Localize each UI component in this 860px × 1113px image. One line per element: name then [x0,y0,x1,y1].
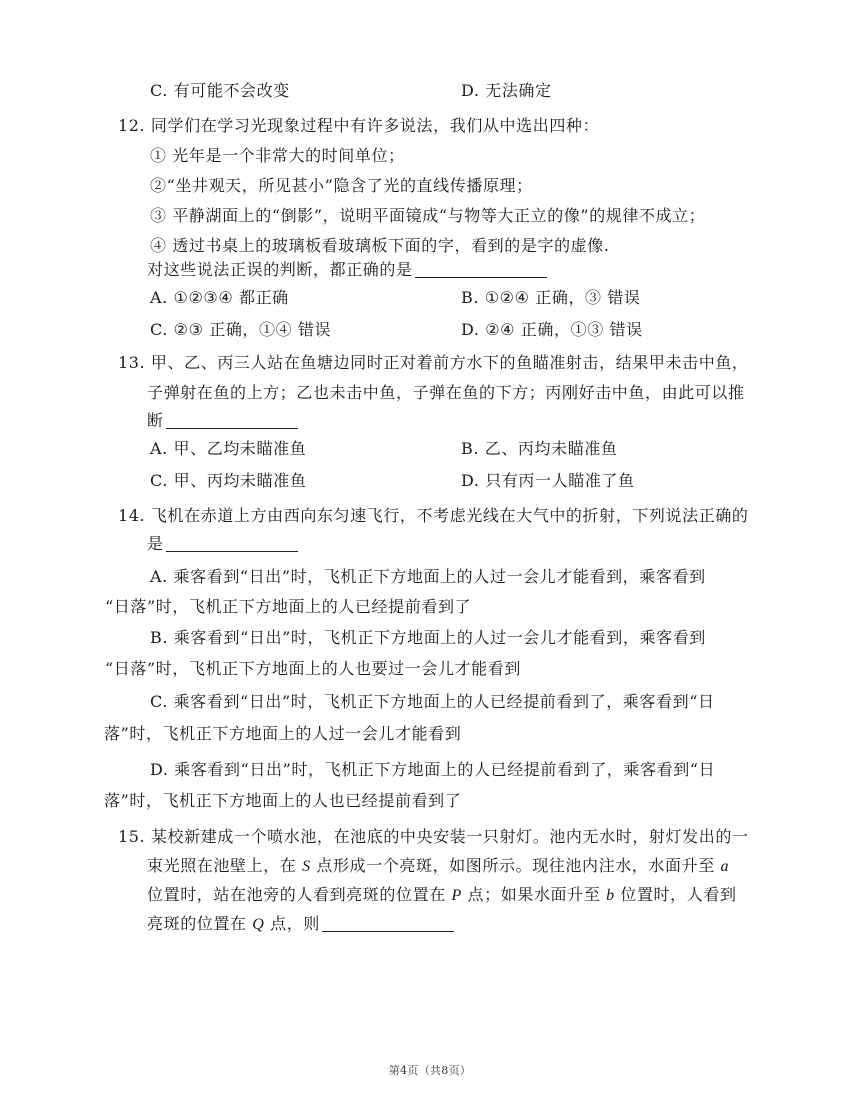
q14-option-a-line-2: “日落”时，飞机正下方地面上的人已经提前看到了 [105,597,472,616]
q14-line-2 [147,534,298,554]
q13-option-b: B. 乙、丙均未瞄准鱼 [461,439,618,458]
q11-option-d: D. 无法确定 [461,81,552,100]
q12-stem: 12. 同学们在学习光现象过程中有许多说法，我们从中选出四种： [118,116,600,135]
q13-option-a: A. 甲、乙均未瞄准鱼 [150,439,307,458]
q15-line-4a: 亮斑的位置在 [147,914,253,933]
q15-answer-blank[interactable] [322,915,454,932]
page-number-footer: 第4页（共8页） [388,1064,472,1077]
q13-option-c: C. 甲、丙均未瞄准鱼 [150,471,307,490]
q13-line-3 [147,411,298,431]
q15-line-4b: 点，则 [264,914,320,933]
q12-question [147,260,547,280]
q15-line-4 [147,914,454,935]
q12-statement-4: ④ 透过书桌上的玻璃板看玻璃板下面的字，看到的是字的虚像. [150,236,610,255]
q15-line-1: 15. 某校新建成一个喷水池，在池底的中央安装一只射灯。池内无水时，射灯发出的一 [118,827,749,846]
q12-statement-2: ②“坐井观天，所见甚小”隐含了光的直线传播原理； [150,176,533,195]
q14-option-a-line-1: A. 乘客看到“日出”时，飞机正下方地面上的人过一会儿才能看到，乘客看到 [150,567,706,586]
q13-line-2: 子弹射在鱼的上方；乙也未击中鱼，子弹在鱼的下方；丙刚好击中鱼，由此可以推 [147,383,745,402]
q15-line-3b: 点；如果水面升至 [461,885,607,904]
q12-option-c: C. ②③ 正确，①④ 错误 [150,320,332,339]
q14-option-b-line-2: “日落”时，飞机正下方地面上的人也要过一会儿才能看到 [105,659,521,678]
q15-line-3c: 位置时，人看到 [614,885,737,904]
q13-option-d: D. 只有丙一人瞄准了鱼 [461,471,635,490]
q14-option-c-line-1: C. 乘客看到“日出”时，飞机正下方地面上的人已经提前看到了，乘客看到“日 [150,692,715,711]
q12-option-d: D. ②④ 正确，①③ 错误 [461,320,643,339]
q12-option-b: B. ①②④ 正确，③ 错误 [461,288,641,307]
q15-line-3a: 位置时，站在池旁的人看到亮斑的位置在 [147,885,452,904]
q13-line-3-text: 断 [147,411,164,430]
q11-option-c: C. 有可能不会改变 [150,81,290,100]
q12-statement-3: ③ 平静湖面上的“倒影”，说明平面镜成“与物等大正立的像”的规律不成立； [150,206,706,225]
q15-line-2a: 束光照在池壁上，在 [147,856,303,875]
q14-line-2-text: 是 [147,534,164,553]
q14-option-d-line-1: D. 乘客看到“日出”时，飞机正下方地面上的人已经提前看到了，乘客看到“日 [150,760,716,779]
level-a-label: a [720,858,730,875]
q12-answer-blank[interactable] [415,261,547,278]
point-p-label: P [451,887,462,904]
q15-line-3 [147,885,737,906]
q14-option-b-line-1: B. 乘客看到“日出”时，飞机正下方地面上的人过一会儿才能看到，乘客看到 [150,628,706,647]
q12-question-text: 对这些说法正误的判断，都正确的是 [147,260,413,279]
q13-line-1: 13. 甲、乙、丙三人站在鱼塘边同时正对着前方水下的鱼瞄准射击，结果甲未击中鱼， [118,353,749,372]
q14-option-d-line-2: 落”时，飞机正下方地面上的人也已经提前看到了 [104,791,462,810]
level-b-label: b [606,887,615,904]
q12-option-a: A. ①②③④ 都正确 [150,288,289,307]
point-s-label: S [302,858,311,875]
q14-option-c-line-2: 落”时，飞机正下方地面上的人过一会儿才能看到 [104,724,462,743]
q13-answer-blank[interactable] [166,412,298,429]
q15-line-2 [147,856,729,877]
q12-statement-1: ① 光年是一个非常大的时间单位； [150,146,405,165]
q14-line-1: 14. 飞机在赤道上方由西向东匀速飞行，不考虑光线在大气中的折射，下列说法正确的 [118,506,749,525]
q14-answer-blank[interactable] [166,535,298,552]
point-q-label: Q [252,916,265,933]
q15-line-2b: 点形成一个亮斑，如图所示。现往池内注水，水面升至 [310,856,721,875]
